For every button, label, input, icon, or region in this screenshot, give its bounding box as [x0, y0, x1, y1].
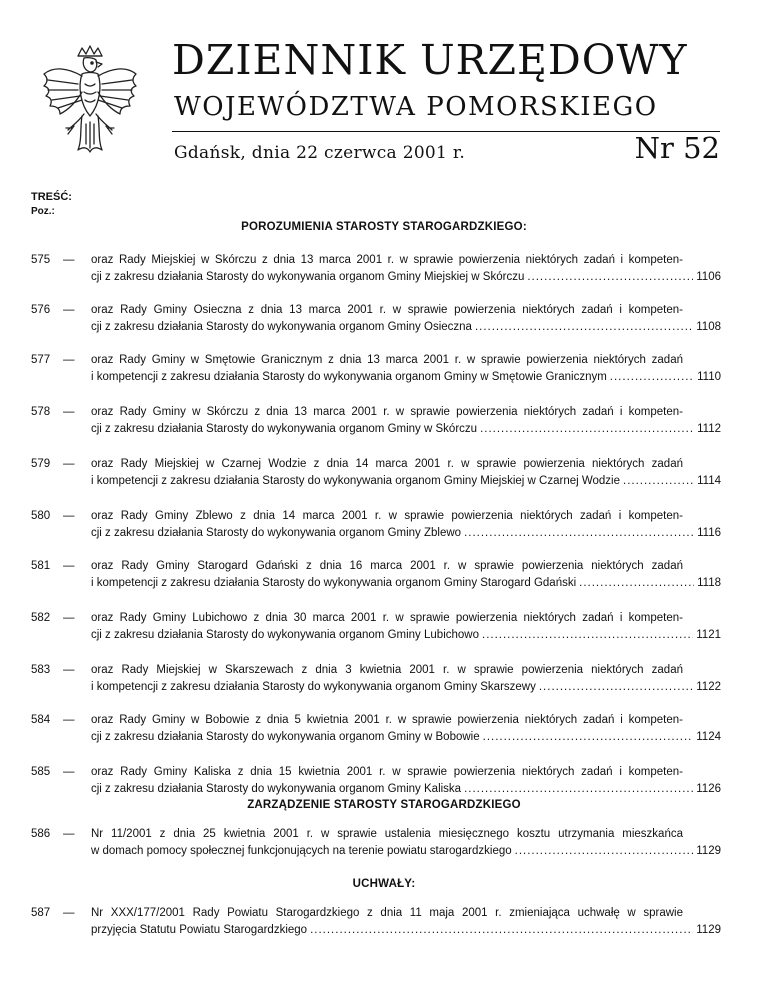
entry-position-number: 583: [31, 664, 51, 676]
entry-text: [91, 302, 721, 336]
entry-line-2-text: i kompetencji z zakresu działania Starosty do wykonywania organom Gminy w Smętowie Granicznym: [91, 371, 607, 383]
entry-dash: —: [63, 907, 75, 919]
entry-position-number: 581: [31, 560, 51, 572]
entry-text: [91, 662, 721, 696]
entry-page-number[interactable]: 1108: [696, 321, 721, 333]
entry-line-2-text: i kompetencji z zakresu działania Starosty do wykonywania organom Gminy Starogard Gdański: [91, 577, 577, 589]
entry-dash: —: [63, 828, 75, 840]
entry-text: [91, 252, 721, 286]
dot-leader: [623, 473, 694, 490]
entry-text: [91, 610, 721, 644]
entry-position-number: 575: [31, 254, 51, 266]
entry-line-2-text: i kompetencji z zakresu działania Starosty do wykonywania organom Gminy Miejskiej w Czarnej Wodzie: [91, 475, 621, 487]
entry-line-1: oraz Rady Gminy Lubichowo z dnia 30 marca 2001 r. w sprawie powierzenia niektórych zadań i kompeten-: [91, 612, 683, 624]
entry-dash: —: [63, 254, 75, 266]
entry-page-number[interactable]: 1118: [697, 577, 721, 589]
entry-line-1: oraz Rady Gminy w Skórczu z dnia 13 marca 2001 r. w sprawie powierzenia niektórych zadań i kompeten-: [91, 406, 683, 418]
entry-line-2-text: cji z zakresu działania Starosty do wykonywania organom Gminy Lubichowo: [91, 629, 479, 641]
dot-leader: [527, 269, 693, 286]
entry-line-2: [91, 525, 721, 542]
entry-line-1: Nr 11/2001 z dnia 25 kwietnia 2001 r. w sprawie ustalenia miesięcznego kosztu utrzymania mieszkańca: [91, 828, 683, 840]
entry-text: [91, 558, 721, 592]
entry-line-2-text: cji z zakresu działania Starosty do wykonywania organom Gminy w Bobowie: [91, 731, 480, 743]
entry-line-2: [91, 781, 721, 798]
dot-leader: [475, 319, 693, 336]
entry-line-1: oraz Rady Gminy w Bobowie z dnia 5 kwietnia 2001 r. w sprawie powierzenia niektórych zadań i kompeten-: [91, 714, 683, 726]
entry-position-number: 584: [31, 714, 51, 726]
entry-line-2: [91, 843, 721, 860]
entry-line-2: [91, 319, 721, 336]
entry-page-number[interactable]: 1114: [697, 475, 721, 487]
entry-position-number: 585: [31, 766, 51, 778]
entry-line-2: [91, 575, 721, 592]
entry-dash: —: [63, 354, 75, 366]
entry-page-number[interactable]: 1110: [697, 371, 721, 383]
dot-leader: [480, 421, 694, 438]
dot-leader: [610, 369, 694, 386]
entry-line-2: [91, 473, 721, 490]
entry-dash: —: [63, 560, 75, 572]
entry-page-number[interactable]: 1122: [696, 681, 721, 693]
entry-text: [91, 712, 721, 746]
entry-line-2: [91, 729, 721, 746]
entry-text: [91, 905, 721, 939]
entry-text: [91, 508, 721, 542]
entry-line-1: oraz Rady Gminy Osieczna z dnia 13 marca 2001 r. w sprawie powierzenia niektórych zadań i kompeten-: [91, 304, 683, 316]
toc-label: TREŚĆ:: [31, 191, 72, 203]
section-heading: UCHWAŁY:: [352, 878, 416, 890]
entry-page-number[interactable]: 1129: [696, 924, 721, 936]
entry-text: [91, 456, 721, 490]
dot-leader: [579, 575, 694, 592]
entry-line-1: oraz Rady Miejskiej w Skarszewach z dnia 3 kwietnia 2001 r. w sprawie powierzenia niektórych zadań: [91, 664, 683, 676]
entry-line-2-text: cji z zakresu działania Starosty do wykonywania organom Gminy w Skórczu: [91, 423, 478, 435]
entry-dash: —: [63, 612, 75, 624]
entry-page-number[interactable]: 1129: [696, 845, 721, 857]
entry-line-1: oraz Rady Miejskiej w Skórczu z dnia 13 marca 2001 r. w sprawie powierzenia niektórych zadań i kompeten-: [91, 254, 683, 266]
dot-leader: [464, 781, 693, 798]
journal-subtitle: WOJEWÓDZTWA POMORSKIEGO: [174, 92, 658, 122]
entry-line-2: [91, 369, 721, 386]
section-heading: ZARZĄDZENIE STAROSTY STAROGARDZKIEGO: [247, 799, 521, 811]
entry-line-1: oraz Rady Gminy Zblewo z dnia 14 marca 2001 r. w sprawie powierzenia niektórych zadań i kompeten-: [91, 510, 683, 522]
entry-line-1: oraz Rady Gminy Starogard Gdański z dnia 16 marca 2001 r. w sprawie powierzenia niektórych zadań: [91, 560, 683, 572]
dot-leader: [310, 922, 693, 939]
entry-line-2: [91, 922, 721, 939]
entry-position-number: 582: [31, 612, 51, 624]
entry-line-2-text: przyjęcia Statutu Powiatu Starogardzkiego: [91, 924, 308, 936]
entry-line-2: [91, 627, 721, 644]
entry-position-number: 579: [31, 458, 51, 470]
entry-page-number[interactable]: 1106: [696, 271, 721, 283]
entry-line-2-text: cji z zakresu działania Starosty do wykonywania organom Gminy Miejskiej w Skórczu: [91, 271, 525, 283]
entry-dash: —: [63, 766, 75, 778]
entry-dash: —: [63, 510, 75, 522]
entry-position-number: 576: [31, 304, 51, 316]
entry-line-2: [91, 421, 721, 438]
entry-dash: —: [63, 714, 75, 726]
section-heading: POROZUMIENIA STAROSTY STAROGARDZKIEGO:: [241, 221, 527, 233]
dot-leader: [539, 679, 693, 696]
entry-position-number: 580: [31, 510, 51, 522]
dot-leader: [482, 627, 693, 644]
entry-line-1: oraz Rady Gminy w Smętowie Granicznym z dnia 13 marca 2001 r. w sprawie powierzenia niektórych zadań: [91, 354, 683, 366]
entry-line-2-text: w domach pomocy społecznej funkcjonujących na terenie powiatu starogardzkiego: [91, 845, 512, 857]
entry-page-number[interactable]: 1116: [697, 527, 721, 539]
entry-position-number: 577: [31, 354, 51, 366]
entry-text: [91, 826, 721, 860]
entry-dash: —: [63, 458, 75, 470]
entry-position-number: 586: [31, 828, 51, 840]
poz-label: Poz.:: [31, 206, 55, 217]
entry-line-2-text: cji z zakresu działania Starosty do wykonywania organom Gminy Zblewo: [91, 527, 462, 539]
dot-leader: [483, 729, 694, 746]
entry-dash: —: [63, 664, 75, 676]
entry-position-number: 587: [31, 907, 51, 919]
entry-page-number[interactable]: 1121: [696, 629, 721, 641]
dot-leader: [464, 525, 694, 542]
entry-line-2: [91, 269, 721, 286]
entry-line-1: Nr XXX/177/2001 Rady Powiatu Starogardzkiego z dnia 11 maja 2001 r. zmieniająca uchwałę w sprawie: [91, 907, 683, 919]
journal-title: DZIENNIK URZĘDOWY: [172, 36, 688, 84]
entry-text: [91, 404, 721, 438]
entry-page-number[interactable]: 1112: [697, 423, 721, 435]
entry-line-2: [91, 679, 721, 696]
entry-text: [91, 764, 721, 798]
entry-page-number[interactable]: 1124: [696, 731, 721, 743]
entry-line-2-text: cji z zakresu działania Starosty do wykonywania organom Gminy Osieczna: [91, 321, 472, 333]
entry-page-number[interactable]: 1126: [696, 783, 721, 795]
entry-line-1: oraz Rady Gminy Kaliska z dnia 15 kwietnia 2001 r. w sprawie powierzenia niektórych zadań i kompeten-: [91, 766, 683, 778]
entry-text: [91, 352, 721, 386]
entry-line-1: oraz Rady Miejskiej w Czarnej Wodzie z dnia 14 marca 2001 r. w sprawie powierzenia niektórych zadań: [91, 458, 683, 470]
dot-leader: [515, 843, 694, 860]
issue-number: Nr 52: [634, 131, 720, 165]
issue-place-date: Gdańsk, dnia 22 czerwca 2001 r.: [174, 143, 466, 163]
entry-line-2-text: cji z zakresu działania Starosty do wykonywania organom Gminy Kaliska: [91, 783, 462, 795]
entry-line-2-text: i kompetencji z zakresu działania Starosty do wykonywania organom Gminy Skarszewy: [91, 681, 536, 693]
entry-position-number: 578: [31, 406, 51, 418]
entry-dash: —: [63, 406, 75, 418]
eagle-emblem-icon: [38, 44, 142, 154]
entry-dash: —: [63, 304, 75, 316]
